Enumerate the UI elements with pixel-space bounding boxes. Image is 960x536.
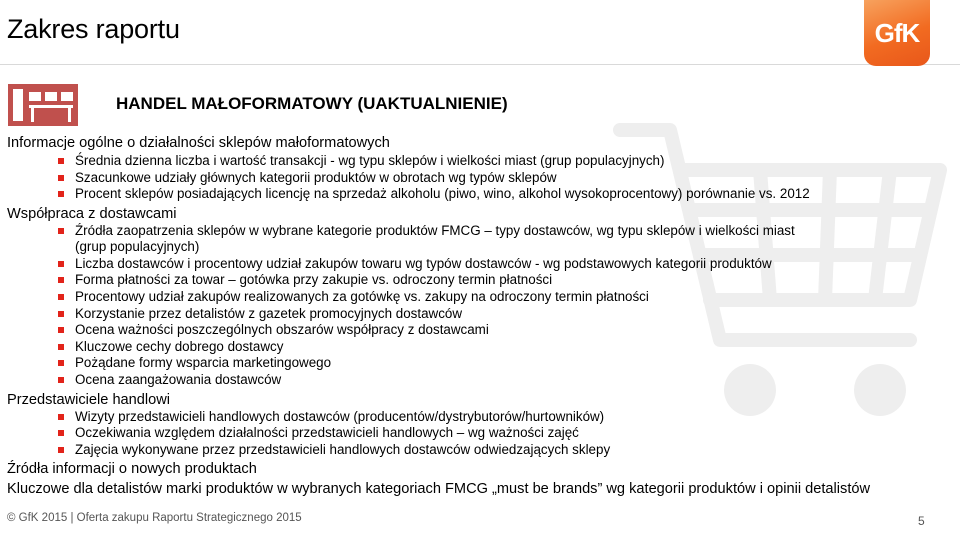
section-heading-must-be-brands: Kluczowe dla detalistów marki produktów w wybranych kategoriach FMCG „must be brands” wg kategorii produktów i opinii detalistów	[7, 481, 871, 498]
section-heading-suppliers: Współpraca z dostawcami	[7, 205, 177, 222]
shop-icon	[8, 84, 78, 126]
list-item: Forma płatności za towar – gotówka przy zakupie vs. odroczony termin płatności	[7, 272, 937, 289]
section-heading-general-info: Informacje ogólne o działalności sklepów małoformatowych	[7, 135, 390, 151]
sales-reps-list	[7, 409, 937, 459]
list-item: Zajęcia wykonywane przez przedstawicieli handlowych dostawców odwiedzających sklepy	[7, 442, 937, 459]
list-item: Korzystanie przez detalistów z gazetek promocyjnych dostawców	[7, 306, 937, 323]
suppliers-list	[7, 223, 937, 389]
list-item: Liczba dostawców i procentowy udział zakupów towaru wg typów dostawców - wg podstawowych kategorii produktów	[7, 256, 937, 273]
list-item: Oczekiwania względem działalności przedstawicieli handlowych – wg ważności zajęć	[7, 425, 937, 442]
list-item: Procent sklepów posiadających licencję na sprzedaż alkoholu (piwo, wino, alkohol wysokoprocentowy) porównanie vs. 2012	[7, 186, 937, 203]
list-item: Kluczowe cechy dobrego dostawcy	[7, 339, 937, 356]
footer-copyright: © GfK 2015 | Oferta zakupu Raportu Strategicznego 2015	[7, 512, 302, 524]
list-item: Pożądane formy wsparcia marketingowego	[7, 355, 937, 372]
section-heading-new-products: Źródła informacji o nowych produktach	[7, 461, 257, 478]
report-subtitle: HANDEL MAŁOFORMATOWY (UAKTUALNIENIE)	[116, 94, 508, 113]
list-item: Ocena ważności poszczególnych obszarów współpracy z dostawcami	[7, 322, 937, 339]
list-item: Procentowy udział zakupów realizowanych za gotówkę vs. zakupy na odroczony termin płatności	[7, 289, 937, 306]
list-item: Średnia dzienna liczba i wartość transakcji - wg typu sklepów i wielkości miast (grup populacyjnych)	[7, 153, 937, 170]
list-item-line: Źródła zaopatrzenia sklepów w wybrane kategorie produktów FMCG – typy dostawców, wg typu sklepów i wielkości miast	[75, 222, 795, 238]
list-item	[7, 223, 937, 256]
list-item: Wizyty przedstawicieli handlowych dostawców (producentów/dystrybutorów/hurtowników)	[7, 409, 937, 426]
list-item-continuation: (grup populacyjnych)	[75, 239, 200, 255]
page-number: 5	[918, 514, 925, 528]
general-info-list	[7, 153, 937, 203]
list-item: Ocena zaangażowania dostawców	[7, 372, 937, 389]
page-title: Zakres raportu	[7, 14, 180, 44]
section-heading-sales-reps: Przedstawiciele handlowi	[7, 391, 171, 408]
gfk-logo-text: GfK	[874, 18, 920, 48]
gfk-logo	[864, 0, 930, 66]
title-divider	[0, 64, 960, 65]
report-scope-content	[7, 134, 937, 498]
list-item: Szacunkowe udziały głównych kategorii produktów w obrotach wg typów sklepów	[7, 170, 937, 187]
